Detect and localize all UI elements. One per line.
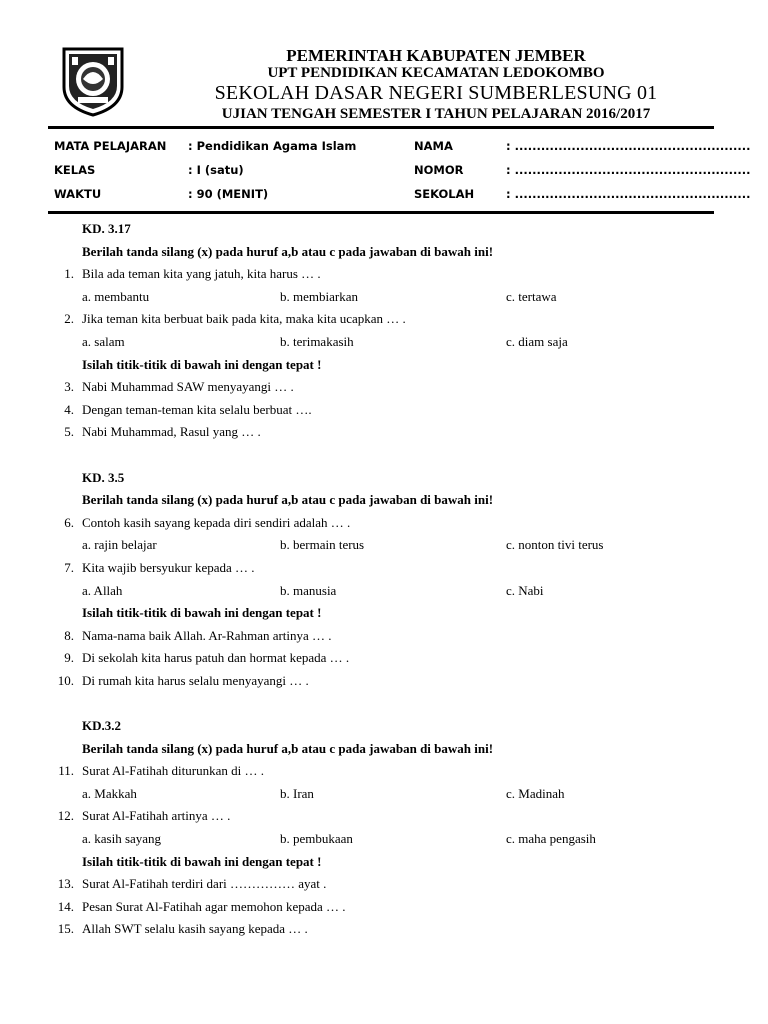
question-item: 14. Pesan Surat Al-Fatihah agar memohon kepada … . — [57, 898, 346, 914]
section-kd: KD. 3.17 — [82, 221, 131, 236]
question-item: 13. Surat Al-Fatihah terdiri dari …………… ayat . — [57, 876, 327, 892]
field-name[interactable]: : ...................................................... — [506, 139, 751, 153]
option-a[interactable]: a. salam — [82, 333, 125, 349]
option-c[interactable]: c. Nabi — [506, 582, 544, 598]
option-c[interactable]: c. Madinah — [506, 785, 565, 801]
value-subject: : Pendidikan Agama Islam — [188, 139, 357, 153]
answer-options — [52, 830, 732, 853]
header-government: PEMERINTAH KABUPATEN JEMBER — [286, 46, 586, 65]
section-kd: KD.3.2 — [82, 718, 121, 734]
header-divider-bottom — [48, 211, 714, 214]
label-school: SEKOLAH — [414, 187, 475, 201]
value-class: : I (satu) — [188, 163, 244, 177]
field-school[interactable]: : ...................................................... — [506, 187, 751, 201]
question-item: 6. Contoh kasih sayang kepada diri sendiri adalah … . — [64, 514, 351, 530]
section-spacer — [52, 694, 732, 717]
info-row-class — [52, 158, 751, 182]
label-time: WAKTU — [54, 187, 102, 201]
option-c[interactable]: c. maha pengasih — [506, 831, 596, 847]
answer-options — [52, 536, 732, 559]
option-c[interactable]: c. diam saja — [506, 333, 568, 349]
info-row-subject — [52, 134, 751, 158]
question-item: 2. Jika teman kita berbuat baik pada kita, maka kita ucapkan … . — [64, 311, 406, 327]
header-school: SEKOLAH DASAR NEGERI SUMBERLESUNG 01 — [214, 82, 658, 104]
question-item: 7. Kita wajib bersyukur kepada … . — [64, 559, 255, 575]
answer-options — [52, 582, 732, 605]
exam-questions — [52, 220, 732, 943]
mc-instruction: Berilah tanda silang (x) pada huruf a,b atau c pada jawaban di bawah ini! — [82, 492, 494, 508]
option-b[interactable]: b. bermain terus — [280, 537, 365, 553]
label-class: KELAS — [54, 163, 96, 177]
option-b[interactable]: b. Iran — [280, 785, 314, 801]
option-b[interactable]: b. pembukaan — [280, 831, 353, 847]
fill-instruction: Isilah titik-titik di bawah ini dengan tepat ! — [82, 356, 322, 372]
question-item: 4. Dengan teman-teman kita selalu berbuat …. — [64, 401, 312, 417]
field-number[interactable]: : ...................................................... — [506, 163, 751, 177]
question-item: 8. Nama-nama baik Allah. Ar-Rahman artinya … . — [64, 627, 332, 643]
label-subject: MATA PELAJARAN — [54, 139, 167, 153]
option-c[interactable]: c. nonton tivi terus — [506, 537, 604, 553]
section-spacer — [52, 446, 732, 469]
option-a[interactable]: a. rajin belajar — [82, 537, 157, 553]
question-item: 15. Allah SWT selalu kasih sayang kepada … . — [57, 921, 308, 937]
option-b[interactable]: b. membiarkan — [280, 288, 358, 304]
fill-instruction: Isilah titik-titik di bawah ini dengan tepat ! — [82, 605, 322, 621]
question-item: 11. Surat Al-Fatihah diturunkan di … . — [58, 763, 264, 779]
value-time: : 90 (MENIT) — [188, 187, 269, 201]
option-b[interactable]: b. manusia — [280, 582, 337, 598]
mc-instruction: Berilah tanda silang (x) pada huruf a,b atau c pada jawaban di bawah ini! — [82, 243, 494, 259]
option-a[interactable]: a. Makkah — [82, 785, 137, 801]
option-b[interactable]: b. terimakasih — [280, 333, 354, 349]
answer-options — [52, 333, 732, 356]
header-divider-top — [48, 126, 714, 129]
option-a[interactable]: a. membantu — [82, 288, 150, 304]
question-item: 1. Bila ada teman kita yang jatuh, kita harus … . — [64, 266, 321, 282]
exam-info-table — [52, 134, 751, 206]
option-a[interactable]: a. Allah — [82, 582, 123, 598]
question-item: 5. Nabi Muhammad, Rasul yang … . — [64, 424, 261, 440]
question-item: 3. Nabi Muhammad SAW menyayangi … . — [64, 379, 294, 395]
option-c[interactable]: c. tertawa — [506, 288, 557, 304]
fill-instruction: Isilah titik-titik di bawah ini dengan tepat ! — [82, 853, 322, 869]
header-exam-title: UJIAN TENGAH SEMESTER I TAHUN PELAJARAN 2016/2017 — [221, 106, 651, 122]
option-a[interactable]: a. kasih sayang — [82, 831, 162, 847]
letterhead — [0, 0, 768, 130]
answer-options — [52, 785, 732, 808]
label-name: NAMA — [414, 139, 453, 153]
label-number: NOMOR — [414, 163, 464, 177]
question-item: 10. Di rumah kita harus selalu menyayangi … . — [57, 672, 309, 688]
question-item: 9. Di sekolah kita harus patuh dan hormat kepada … . — [64, 650, 350, 666]
section-kd: KD. 3.5 — [82, 469, 125, 485]
info-row-time — [52, 182, 751, 206]
mc-instruction: Berilah tanda silang (x) pada huruf a,b atau c pada jawaban di bawah ini! — [82, 740, 494, 756]
answer-options — [52, 288, 732, 311]
question-item: 12. Surat Al-Fatihah artinya … . — [57, 808, 231, 824]
header-upt: UPT PENDIDIKAN KECAMATAN LEDOKOMBO — [267, 65, 605, 81]
